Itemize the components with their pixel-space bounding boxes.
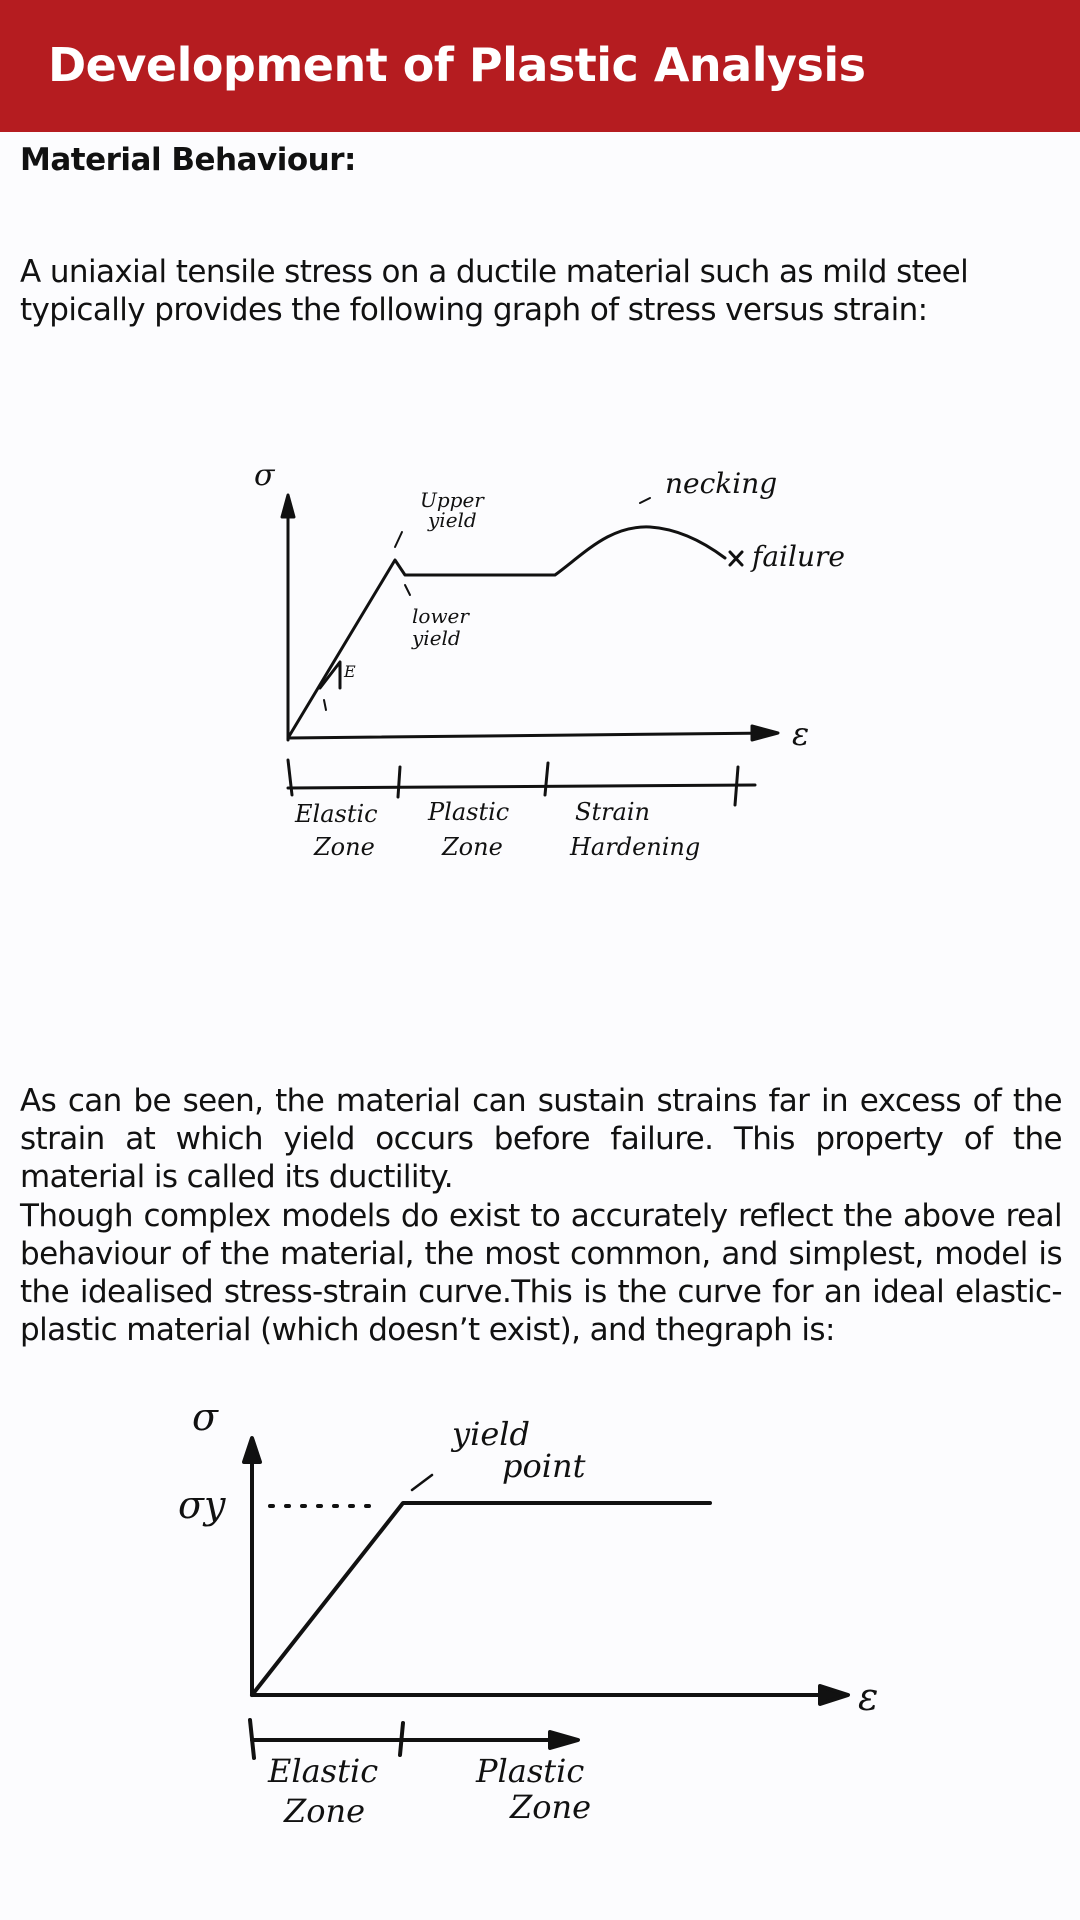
yield-point-label: yield xyxy=(452,1415,530,1453)
elastic-plastic-curve xyxy=(252,1503,710,1695)
zone-bar xyxy=(288,785,755,788)
y-axis-label: σ xyxy=(192,1395,218,1439)
slope-label: E xyxy=(344,662,356,681)
x-axis-arrow xyxy=(820,1686,848,1704)
zone-bar-arrow xyxy=(550,1732,578,1748)
idealised-stress-strain-diagram xyxy=(160,1390,900,1840)
lower-yield-label: lower xyxy=(412,604,469,628)
elastic-zone-label: Elastic xyxy=(268,1752,379,1790)
app-bar xyxy=(0,0,1080,132)
x-axis-arrow xyxy=(752,726,778,740)
section-heading: Material Behaviour: xyxy=(20,142,356,178)
y-axis-arrow xyxy=(282,495,294,517)
y-axis-label: σ xyxy=(254,458,275,493)
elastic-zone-label: Zone xyxy=(314,833,375,861)
yield-stress-label: σy xyxy=(178,1483,226,1527)
strain-hardening-label: Hardening xyxy=(570,833,701,861)
upper-yield-label: Upper xyxy=(420,488,484,512)
idealised-paragraph: Though complex models do exist to accurately reflect the above real behaviour of the material, the most common, and simplest, model is the idealised stress-strain curve.This is the curve for an ideal elastic-plastic material (which doesn’t exist), and thegraph is: xyxy=(20,1198,1062,1348)
stress-strain-curve xyxy=(288,527,725,738)
plastic-zone-label: Zone xyxy=(442,833,503,861)
x-axis xyxy=(288,733,770,738)
x-axis-label: ε xyxy=(858,1675,879,1719)
x-axis-label: ε xyxy=(792,715,810,753)
stress-strain-diagram xyxy=(240,455,890,885)
ductility-paragraph: As can be seen, the material can sustain strains far in excess of the strain at which yield occurs before failure. This property of the material is called its ductility. xyxy=(20,1083,1062,1195)
lower-yield-label: yield xyxy=(412,626,461,650)
strain-hardening-label: Strain xyxy=(575,798,650,826)
elastic-zone-label: Zone xyxy=(284,1792,366,1830)
page-title: Development of Plastic Analysis xyxy=(48,38,866,92)
plastic-zone-label: Plastic xyxy=(476,1752,585,1790)
intro-paragraph: A uniaxial tensile stress on a ductile material such as mild steel typically provides the following graph of stress versus strain: xyxy=(20,254,969,328)
y-axis-arrow xyxy=(244,1438,260,1462)
plastic-zone-label: Plastic xyxy=(428,798,510,826)
upper-yield-label: yield xyxy=(428,508,477,532)
plastic-zone-label: Zone xyxy=(510,1788,592,1826)
elastic-zone-label: Elastic xyxy=(295,800,378,828)
yield-point-label: point xyxy=(502,1447,586,1485)
failure-label: failure xyxy=(752,540,845,573)
necking-label: necking xyxy=(665,467,778,500)
